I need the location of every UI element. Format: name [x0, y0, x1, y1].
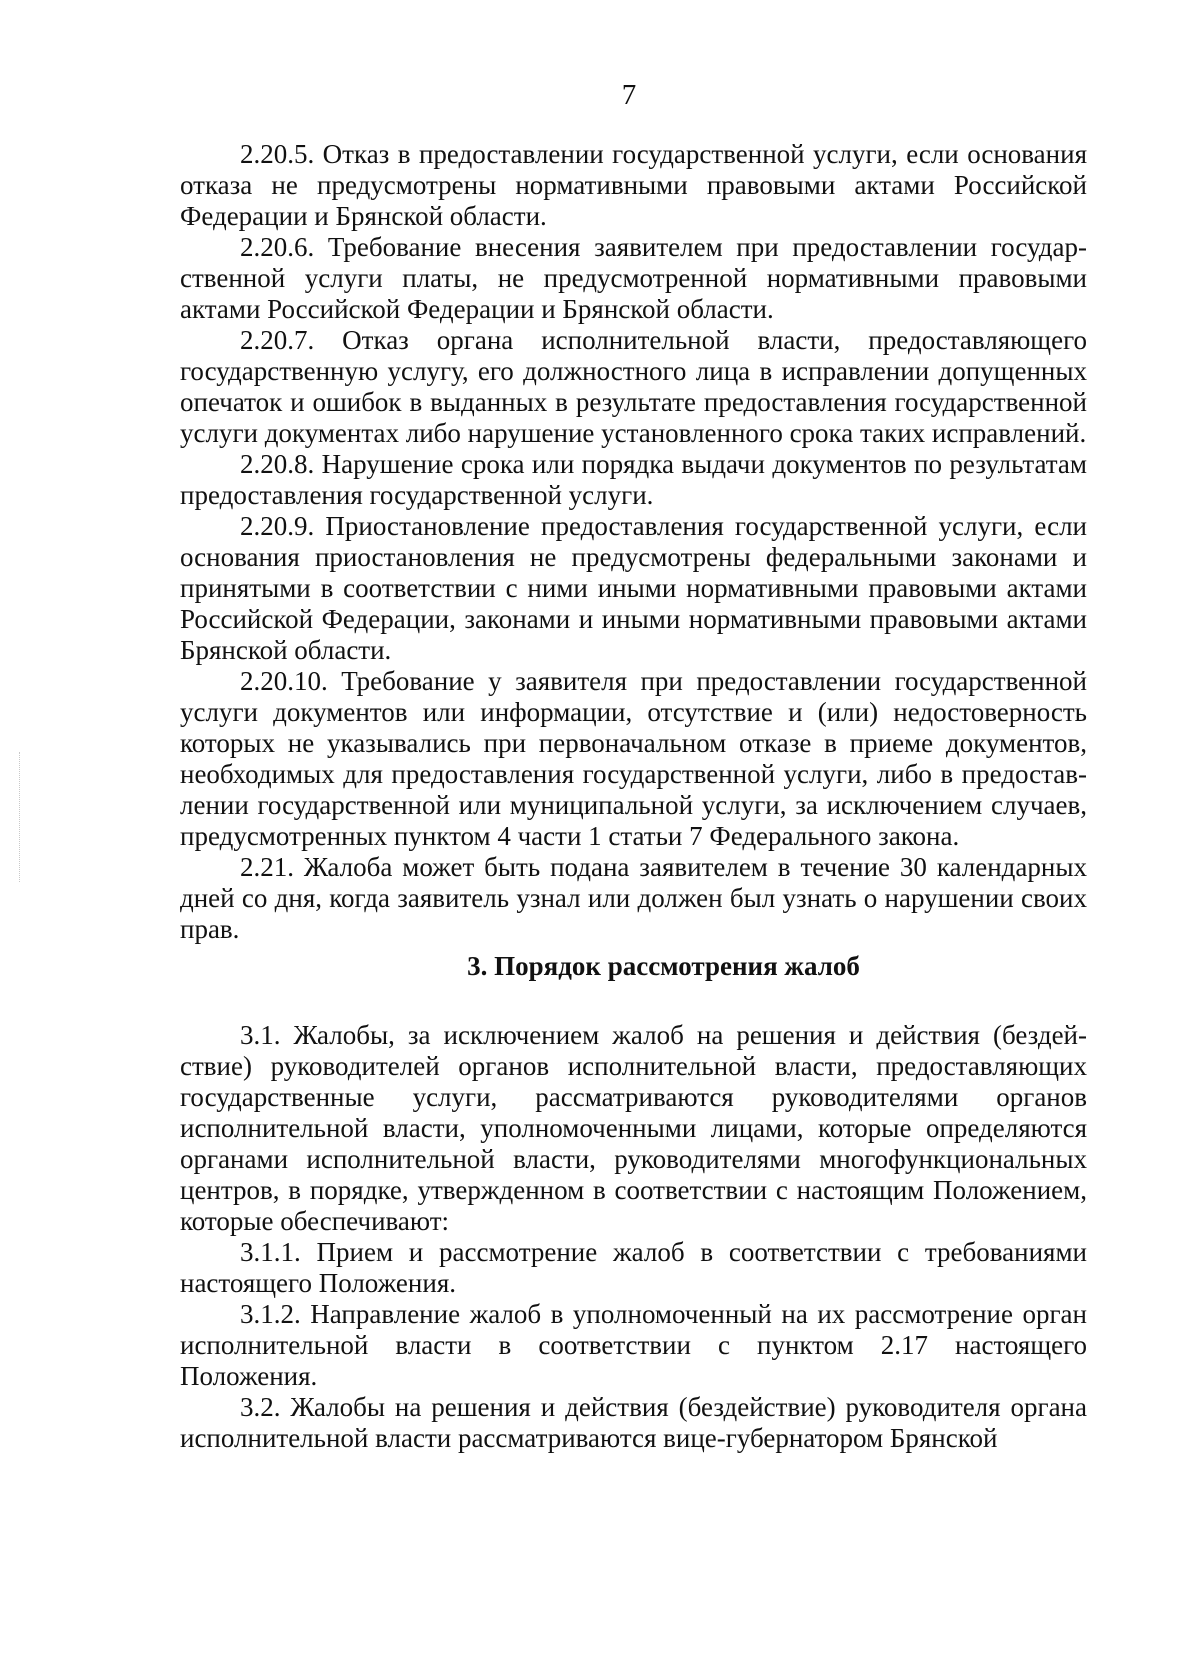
- paragraph-2-20-9: 2.20.9. Приостановление предоставления государственной услуги, если основания приостановления не предусмотрены федеральными законами и принятыми в соответствии с ними иными нормативными правовыми актами Российской Федерации, законами и иными нормативными правовыми актами Брянской области.: [180, 511, 1087, 665]
- paragraph-2-20-5: 2.20.5. Отказ в предоставлении государственной услуги, если основания отказа не предусмотрены нормативными правовыми актами Российской Федерации и Брянской области.: [180, 139, 1087, 231]
- paragraph-2-20-10: 2.20.10. Требование у заявителя при предоставлении государственной услуги документов или информации, отсутствие и (или) недостоверность которых не указывались при первоначальном отказе в приеме документов, необходимых для предоставления государственной услуги, либо в предоставлении государственной или муниципальной услуги, за исключением случаев, предусмотренных пунктом 4 части 1 статьи 7 Федерального закона.: [180, 666, 1087, 851]
- paragraph-3-1-2: 3.1.2. Направление жалоб в уполномоченный на их рассмотрение орган исполнительной власти в соответствии с пунктом 2.17 настоящего Положения.: [180, 1299, 1087, 1391]
- paragraph-3-2: 3.2. Жалобы на решения и действия (бездействие) руководителя органа исполнительной власти рассматриваются вице-губернатором Брянской: [180, 1392, 1087, 1453]
- paragraph-3-1-1: 3.1.1. Прием и рассмотрение жалоб в соответствии с требованиями настоящего Положения.: [180, 1237, 1087, 1298]
- section-heading: 3. Порядок рассмотрения жалоб: [467, 951, 860, 981]
- paragraph-2-20-8: 2.20.8. Нарушение срока или порядка выдачи документов по результатам предоставления государственной услуги.: [180, 449, 1087, 510]
- page-number: 7: [621, 79, 637, 111]
- paragraph-2-20-7: 2.20.7. Отказ органа исполнительной власти, предоставляющего государственную услугу, его должностного лица в исправлении допущенных опечаток и ошибок в выданных в результате предоставления государственной услуги документах либо нарушение установленного срока таких исправлений.: [180, 325, 1087, 448]
- scan-artifact-marks: [19, 752, 22, 882]
- paragraph-2-21: 2.21. Жалоба может быть подана заявителем в течение 30 календарных дней со дня, когда заявитель узнал или должен был узнать о нарушении своих прав.: [180, 852, 1087, 944]
- document-body: [180, 139, 1087, 1454]
- paragraph-3-1: 3.1. Жалобы, за исключением жалоб на решения и действия (бездействие) руководителей органов исполнительной власти, предоставляющих государственные услуги, рассматриваются руководителями органов исполнительной власти, уполномоченными лицами, которые определяются органами исполнительной власти, руководителями многофункциональных центров, в порядке, утвержденном в соответствии с настоящим Положением, которые обеспечивают:: [180, 1020, 1087, 1236]
- paragraph-2-20-6: 2.20.6. Требование внесения заявителем при предоставлении государственной услуги платы, не предусмотренной нормативными правовыми актами Российской Федерации и Брянской области.: [180, 232, 1087, 324]
